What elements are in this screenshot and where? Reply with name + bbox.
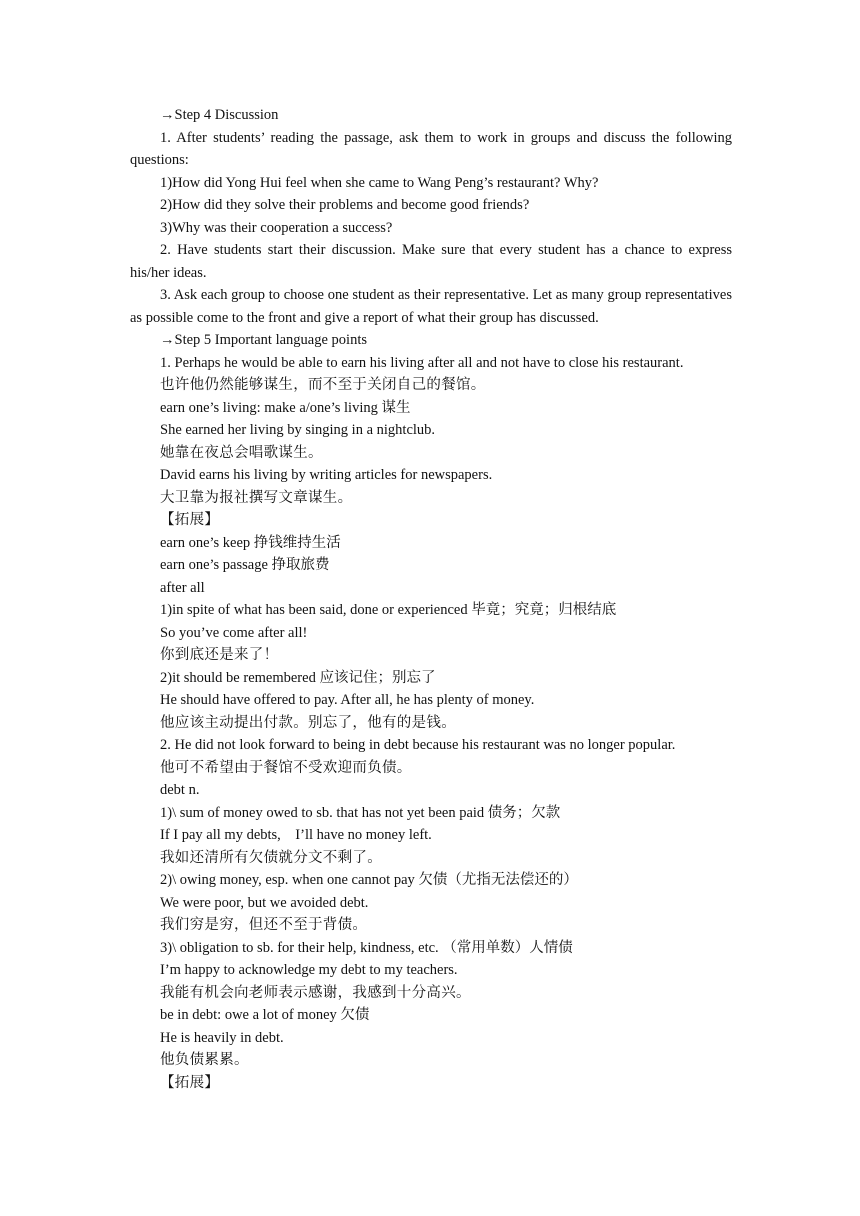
example-sentence: She earned her living by singing in a nightclub. (160, 422, 436, 438)
step4-item-1: 1. After students’ reading the passage, ask them to work in groups and discuss the following questions: (130, 129, 736, 168)
phrase-definition: be in debt: owe a lot of money 欠债 (160, 1007, 370, 1023)
translation-line: 她靠在夜总会唱歌谋生。 (160, 444, 323, 461)
translation-line: 我如还清所有欠债就分文不剩了。 (160, 849, 382, 866)
example-sentence: So you’ve come after all! (160, 624, 308, 641)
question-2: 2)How did they solve their problems and become good friends? (160, 197, 530, 213)
sense-definition: 1)in spite of what has been said, done or experienced 毕竟；究竟；归根结底 (160, 602, 617, 618)
example-sentence: He is heavily in debt. (160, 1029, 284, 1046)
sense-definition: 3)\ obligation to sb. for their help, kindness, etc. （常用单数）人情债 (160, 939, 573, 956)
phrase-definition: earn one’s living: make a/one’s living 谋生 (160, 399, 411, 416)
translation-line: 他可不希望由于餐馆不受欢迎而负债。 (160, 759, 412, 776)
step5-heading: →Step 5 Important language points (160, 332, 367, 348)
example-sentence: He should have offered to pay. After all, he has plenty of money. (160, 692, 535, 708)
translation-line: 他负债累累。 (160, 1052, 249, 1068)
extension-heading: 【拓展】 (160, 512, 220, 528)
phrase-definition: earn one’s keep 挣钱维持生活 (160, 534, 341, 551)
step4-item-2: 2. Have students start their discussion. Make sure that every student has a chance to express his/her ideas. (130, 242, 736, 281)
example-sentence: We were poor, but we avoided debt. (160, 894, 369, 911)
question-3: 3)Why was their cooperation a success? (160, 219, 393, 236)
phrase-definition: earn one’s passage 挣取旅费 (160, 557, 330, 573)
document-body (130, 104, 736, 1094)
sense-definition: 1)\ sum of money owed to sb. that has not yet been paid 债务；欠款 (160, 804, 561, 821)
step4-heading: →Step 4 Discussion (160, 107, 279, 123)
translation-line: 你到底还是来了！ (160, 647, 279, 663)
phrase-heading: debt n. (160, 782, 200, 798)
question-1: 1)How did Yong Hui feel when she came to Wang Peng’s restaurant? Why? (160, 174, 599, 191)
example-sentence: I’m happy to acknowledge my debt to my teachers. (160, 962, 458, 978)
language-point-2: 2. He did not look forward to being in debt because his restaurant was no longer popular. (160, 737, 676, 753)
step4-item-3: 3. Ask each group to choose one student as their representative. Let as many group representatives as possible come to the front and give a report of what their group has discussed. (130, 287, 736, 326)
extension-heading: 【拓展】 (160, 1074, 220, 1091)
example-sentence: David earns his living by writing articles for newspapers. (160, 467, 493, 483)
translation-line: 也许他仍然能够谋生，而不至于关闭自己的餐馆。 (160, 377, 486, 393)
sense-definition: 2)it should be remembered 应该记住；别忘了 (160, 669, 436, 686)
phrase-heading: after all (160, 579, 205, 596)
translation-line: 我能有机会向老师表示感谢，我感到十分高兴。 (160, 984, 471, 1001)
translation-line: 我们穷是穷，但还不至于背债。 (160, 917, 368, 933)
translation-line: 他应该主动提出付款。别忘了，他有的是钱。 (160, 714, 456, 731)
translation-line: 大卫靠为报社撰写文章谋生。 (160, 489, 353, 506)
sense-definition: 2)\ owing money, esp. when one cannot pay 欠债（尤指无法偿还的） (160, 872, 578, 888)
example-sentence: If I pay all my debts, I’ll have no money left. (160, 827, 432, 843)
language-point-1: 1. Perhaps he would be able to earn his living after all and not have to close his restaurant. (160, 354, 684, 371)
